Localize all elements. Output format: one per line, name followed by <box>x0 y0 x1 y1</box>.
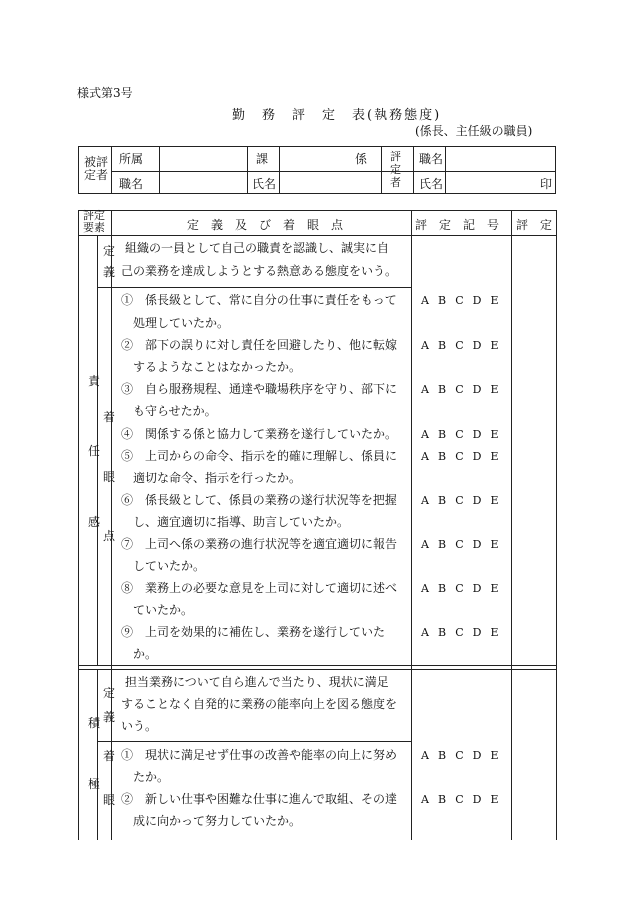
viewpoint-label-char: 着 <box>103 410 116 424</box>
name-label: 氏名 <box>252 177 277 191</box>
section-label: 課 <box>256 152 269 166</box>
viewpoint-label-char: 着 <box>103 749 116 763</box>
evaluatee-label: 被評 定者 <box>84 155 109 182</box>
document-subtitle: (係長、主任級の職員) <box>415 124 533 138</box>
header-rating: 評 定 <box>516 218 553 232</box>
element-char: 任 <box>88 444 101 458</box>
evaluator-position-label: 職名 <box>419 152 444 166</box>
grade-options[interactable]: ABCDE <box>421 383 508 396</box>
info-table: 被評 定者 所属 課 係 職名 氏名 評 定 者 職名 氏名 印 <box>78 146 556 194</box>
grade-options[interactable]: ABCDE <box>421 339 508 352</box>
grade-options[interactable]: ABCDE <box>421 428 508 441</box>
evaluator-name-label: 氏名 <box>419 177 444 191</box>
definition-label-char: 定 <box>103 244 116 258</box>
seal-label: 印 <box>540 177 553 191</box>
viewpoint-label-char: 眼 <box>103 470 116 484</box>
definition-line: 組織の一員として自己の職責を認識し、誠実に自 <box>125 241 390 255</box>
viewpoint-label-char: 眼 <box>103 793 116 807</box>
subsection-label: 係 <box>355 152 368 166</box>
definition-label-char: 定 <box>103 686 116 700</box>
grade-options[interactable]: ABCDE <box>421 494 508 507</box>
grade-options[interactable]: ABCDE <box>421 626 508 639</box>
grade-options[interactable]: ABCDE <box>421 793 508 806</box>
definition-line: いう。 <box>121 719 158 733</box>
element-char: 積 <box>88 716 101 730</box>
header-marks: 評 定 記 号 <box>415 218 500 232</box>
dept-label: 所属 <box>119 152 144 166</box>
document-title: 勤 務 評 定 表(執務態度) <box>232 108 442 123</box>
header-definition: 定 義 及 び 着 眼 点 <box>187 218 344 232</box>
element-char: 感 <box>88 515 101 529</box>
grade-options[interactable]: ABCDE <box>421 450 508 463</box>
definition-line: することなく自発的に業務の能率向上を図る態度を <box>121 697 398 711</box>
grade-options[interactable]: ABCDE <box>421 749 508 762</box>
form-number: 様式第3号 <box>77 86 133 100</box>
element-char: 責 <box>88 374 101 388</box>
definition-label-char: 義 <box>103 265 116 279</box>
grade-options[interactable]: ABCDE <box>421 538 508 551</box>
definition-line: 己の業務を達成しようとする熱意ある態度をいう。 <box>121 264 398 278</box>
position-label: 職名 <box>119 177 144 191</box>
viewpoint-label-char: 点 <box>103 529 116 543</box>
definition-label-char: 義 <box>103 710 116 724</box>
header-element: 評定 要素 <box>83 209 105 234</box>
grade-options[interactable]: ABCDE <box>421 582 508 595</box>
evaluation-table: 評定 要素 定 義 及 び 着 眼 点 評 定 記 号 評 定 責 任 感 定 義 組織の一員として自己の職責を認識し、誠実に自 己の業務を達成しようとする熱意ある態度をいう。 着 眼 点 ① 係長級として、常に自分の仕事に責任をもって 処理していたか。 ABCDE ② 部下の誤りに対し責任を回避したり、他に転嫁 するようなことはなかったか。 ABCDE ③ 自ら服務規程、通達や職場秩序を守り、部下に も守らせたか。 ABCDE ④ 関係する係と協力して業務を遂行していたか。 ABCDE ⑤ 上司からの命令、指示を的確に理解し、係員に 適切な命令、指示を行ったか。 ABCDE ⑥ 係長級として、係員の業務の遂行状況等を把握 し、適宜適切に指導、助言していたか。 ABCDE ⑦ 上司へ係の業務の進行状況等を適宜適切に報告 していたか。 ABCDE ⑧ 業務上の必要な意見を上司に対して適切に述べ ていたか。 ABCDE ⑨ 上司を効果的に補佐し、業務を遂行していた か。 ABCDE 積 極 定 義 担当業務について自ら進んで当たり、現状に満足 することなく自発的に業務の能率向上を図る態度を いう。 着 眼 ① 現状に満足せず仕事の改善や能率の向上に努め たか。 ABCDE ② 新しい仕事や困難な仕事に進んで取組、その達 成に向かって努力していたか。 ABCDE <box>78 210 557 840</box>
element-char: 極 <box>88 777 101 791</box>
definition-line: 担当業務について自ら進んで当たり、現状に満足 <box>125 675 389 689</box>
grade-options[interactable]: ABCDE <box>421 294 508 307</box>
